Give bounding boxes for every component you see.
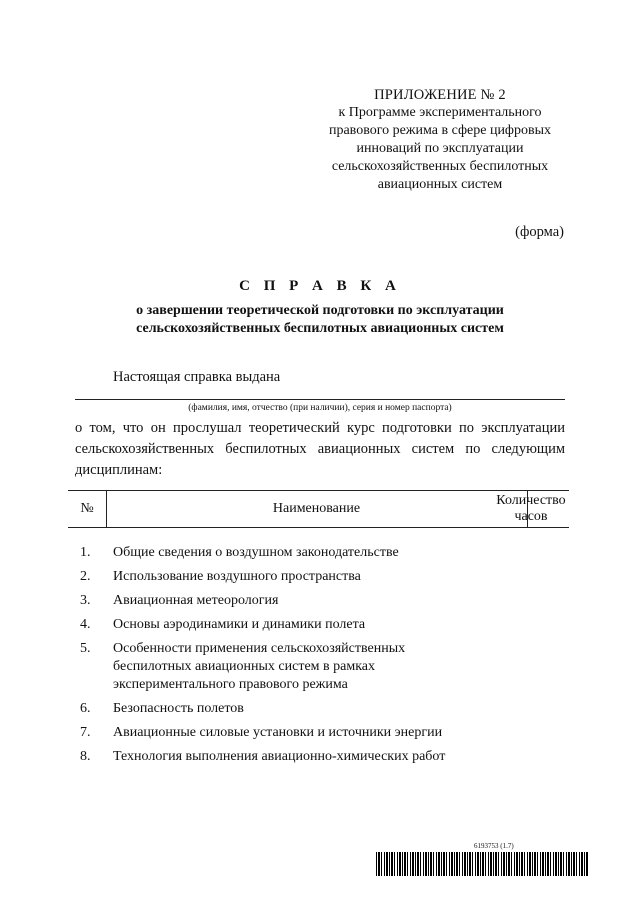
appendix-line: сельскохозяйственных беспилотных: [331, 159, 549, 174]
subtitle-line: о завершении теоретической подготовки по эксплуатации: [136, 303, 504, 318]
list-item: [80, 748, 480, 766]
item-name: Технология выполнения авиационно-химических работ: [113, 749, 446, 764]
disciplines-list: [80, 544, 480, 772]
appendix-line: инноваций по эксплуатации: [356, 141, 524, 156]
item-number: 1.: [80, 545, 91, 560]
barcode-number: 6193753 (1.7): [474, 842, 514, 850]
item-number: 2.: [80, 569, 91, 584]
list-item: [80, 700, 480, 718]
body-paragraph: о том, что он прослушал теоретический курс подготовки по эксплуатации сельскохозяйственных беспилотных авиационных систем по следующим дисциплинам:: [75, 420, 565, 478]
document-subtitle: [60, 302, 580, 338]
appendix-line: правового режима в сфере цифровых: [328, 123, 552, 138]
header-name: Наименование: [106, 491, 528, 527]
list-item: [80, 616, 480, 634]
appendix-line: к Программе экспериментального: [338, 105, 542, 120]
item-name: Использование воздушного пространства: [113, 569, 361, 584]
document-title: С П Р А В К А: [239, 278, 401, 294]
item-number: 5.: [80, 641, 91, 656]
list-item: [80, 544, 480, 562]
item-name: Основы аэродинамики и динамики полета: [113, 617, 366, 632]
issued-to-text: Настоящая справка выдана: [113, 369, 281, 385]
form-label: (форма): [515, 224, 564, 240]
appendix-title: ПРИЛОЖЕНИЕ № 2: [374, 87, 506, 103]
header-hours-cell: [496, 491, 569, 527]
header-number: №: [68, 491, 107, 527]
list-item: [80, 568, 480, 586]
item-number: 6.: [80, 701, 91, 716]
disciplines-table-header: [68, 490, 569, 528]
item-number: 7.: [80, 725, 91, 740]
item-number: 3.: [80, 593, 91, 608]
item-name: Безопасность полетов: [113, 701, 244, 716]
item-name: Особенности применения сельскохозяйственных беспилотных авиационных систем в рамках экспериментального правового режима: [113, 641, 406, 692]
header-hours: Количество часов: [496, 493, 566, 524]
fill-in-caption: (фамилия, имя, отчество (при наличии), серия и номер паспорта): [188, 403, 452, 413]
list-item: [80, 640, 480, 694]
fill-in-line: [75, 399, 565, 400]
appendix-line: авиационных систем: [377, 177, 503, 192]
barcode-icon: [376, 852, 588, 876]
subtitle-line: сельскохозяйственных беспилотных авиационных систем: [136, 321, 504, 336]
item-name: Авиационные силовые установки и источники энергии: [113, 725, 443, 740]
item-number: 8.: [80, 749, 91, 764]
list-item: [80, 724, 480, 742]
item-name: Общие сведения о воздушном законодательстве: [113, 545, 399, 560]
item-number: 4.: [80, 617, 91, 632]
appendix-block: [290, 86, 590, 194]
item-name: Авиационная метеорология: [113, 593, 279, 608]
list-item: [80, 592, 480, 610]
